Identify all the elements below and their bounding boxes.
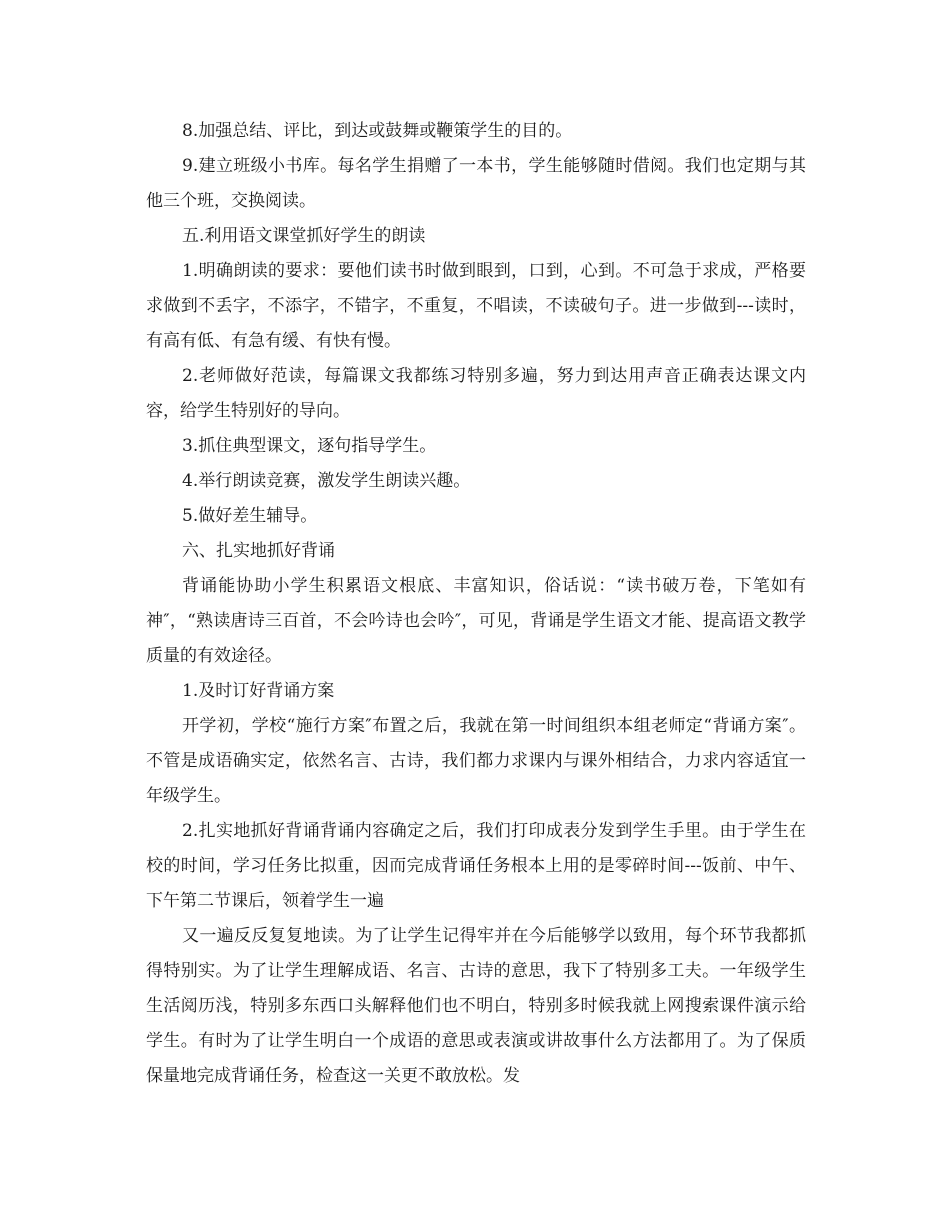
paragraph-recitation-2-cont: 又一遍反反复复地读。为了让学生记得牢并在今后能够学以致用，每个环节我都抓得特别实。为了让学生理解成语、名言、古诗的意思，我下了特别多工夫。一年级学生生活阅历浅，特别多东西口头解释他们也不明白，特别多时候我就上网搜索课件演示给学生。有时为了让学生明白一个成语的意思或表演或讲故事什么方法都用了。为了保质保量地完成背诵任务，检查这一关更不敢放松。发 — [146, 926, 806, 1086]
paragraph-item-9: 9.建立班级小书库。每名学生捐赠了一本书，学生能够随时借阅。我们也定期与其他三个班，交换阅读。 — [146, 156, 806, 211]
paragraph-item-8: 8.加强总结、评比，到达或鼓舞或鞭策学生的目的。 — [182, 121, 573, 141]
paragraph-reading-3: 3.抓住典型课文，逐句指导学生。 — [182, 436, 437, 456]
paragraph-recitation-2: 2.扎实地抓好背诵背诵内容确定之后，我们打印成表分发到学生手里。由于学生在校的时间，学习任务比拟重，因而完成背诵任务根本上用的是零碎时间---饭前、中午、下午第二节课后，领着学生一遍 — [146, 821, 806, 911]
paragraph-reading-2: 2.老师做好范读，每篇课文我都练习特别多遍，努力到达用声音正确表达课文内容，给学生特别好的导向。 — [146, 366, 806, 421]
paragraph-recitation-1-body: 开学初，学校“施行方案″布置之后，我就在第一时间组织本组老师定“背诵方案″。不管是成语确实定，依然名言、古诗，我们都力求课内与课外相结合，力求内容适宜一年级学生。 — [146, 716, 806, 806]
paragraph-recitation-intro: 背诵能协助小学生积累语文根底、丰富知识，俗话说：“读书破万卷，下笔如有神″，“熟读唐诗三百首，不会吟诗也会吟″，可见，背诵是学生语文才能、提高语文教学质量的有效途径。 — [146, 576, 806, 666]
paragraph-reading-1: 1.明确朗读的要求：要他们读书时做到眼到，口到，心到。不可急于求成，严格要求做到不丢字，不添字，不错字，不重复，不唱读，不读破句子。进一步做到---读时，有高有低、有急有缓、有快有慢。 — [146, 261, 806, 351]
paragraph-reading-5: 5.做好差生辅导。 — [182, 506, 318, 526]
document-body — [146, 114, 806, 1094]
paragraph-recitation-1-title: 1.及时订好背诵方案 — [182, 681, 335, 701]
paragraph-reading-4: 4.举行朗读竞赛，激发学生朗读兴趣。 — [182, 471, 471, 491]
section-heading-6: 六、扎实地抓好背诵 — [182, 541, 335, 561]
section-heading-5: 五.利用语文课堂抓好学生的朗读 — [182, 226, 426, 246]
